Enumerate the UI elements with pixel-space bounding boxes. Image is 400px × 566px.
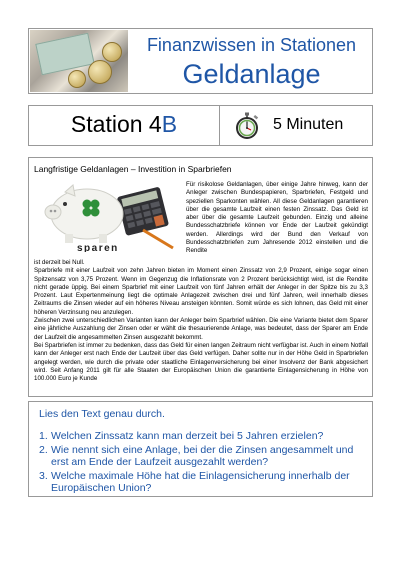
station-letter: B [161,111,178,137]
task-number: 2. [39,444,48,456]
article-paragraph: Sparbriefe mit einer Laufzeit von zehn Jahren bieten im Moment einen Zinssatz von 2,9 Prozent, einige sogar einen Spitzensatz von 3,75 Prozent. Wenn im Gegenzug die Inflationsrate von 2 Prozent berücksichtigt wird, ist die Rendite nicht gerade üppig. Bei einem Sparbrief mit einer Laufzeit von fünf Jahren erhält der Anleger in der Spitze bis zu 3,3 Prozent. Laut Expertenmeinung liegt die optimale Anlagezeit zwischen drei und fünf Jahren, weil innerhalb dieses Zeitraums die Zinsen wieder auf ein höheres Niveau ansteigen könnten. Somit würde es sich lohnen, das Geld mit einer höheren Verzinsung neu anzulegen. [34,267,368,316]
worksheet-header [28,28,373,94]
piggy-caption: sparen [77,243,119,252]
task-item [39,444,369,468]
article-intro: Für risikolose Geldanlagen, über einige Jahre hinweg, kann der Anleger zwischen Bundespapieren, Sparbriefen, Festgeld und speziellen Sparkonten wählen. All diese Geldanlagen garantieren über die gesamte Laufzeit einen festen Zinssatz. Das Geld ist aber über die gesamte Laufzeit gebunden. Einzig und alleine Bundesschatzbriefe können vor Ende der Laufzeit gekündigt werden. Allerdings wird der Bund den Verkauf von Bundesschatzbriefen zum Jahresende 2012 einstellen und die Rendite [186,181,368,255]
task-item [39,470,369,494]
article-body [34,259,368,383]
task-text: Welchen Zinssatz kann man derzeit bei 5 Jahren erzielen? [51,430,324,442]
coin-shape [88,60,112,84]
article-paragraph: ist derzeit bei Null. [34,259,85,266]
coin-shape [68,70,86,88]
piggy-bank-calculator-image [35,182,175,252]
divider [219,106,220,145]
task-item [39,430,369,442]
money-photo [30,30,128,92]
task-list [39,430,369,496]
station-label [29,111,219,138]
article-paragraph: Bei Sparbriefen ist immer zu bedenken, dass das Geld für einen langen Zeitraum nicht verfügbar ist. Auch in einem Notfall kann der Anleger erst nach Ende der Laufzeit über das Geld verfügen. Daher sollte nur in der Höhe Geld in Sparbriefen angelegt werden, wie durch die private oder staatliche Einlagenversicherung bei einer Insolvenz der Bank abgesichert wird. Seit Anfang 2011 gilt für alle Staaten der Europäischen Union die garantierte Einlagensicherung in Höhe von 100.000 Euro je Kunde [34,341,368,383]
coin-shape [102,42,122,62]
task-number: 1. [39,430,48,442]
banknote-shape [35,33,94,76]
article-title: Langfristige Geldanlagen – Investition in Sparbriefen [34,164,232,174]
article-box [28,157,373,397]
task-instruction: Lies den Text genau durch. [39,408,165,420]
task-text: Wie nennt sich eine Anlage, bei der die Zinsen angesammelt und erst am Ende der Laufzeit ausgezahlt werden? [51,444,354,468]
series-title: Finanzwissen in Stationen [146,35,357,55]
station-prefix: Station 4 [70,111,162,137]
stopwatch-icon [233,112,261,140]
station-bar [28,105,373,146]
article-paragraph: Zwischen zwei unterschiedlichen Varianten kann der Anleger beim Sparbrief wählen. Die eine Variante bietet dem Sparer eine jährliche Auszahlung der Zinsen oder er wählt die thesaurierende Anlage, was bedeutet, dass der Sparer am Ende der Laufzeit die angesammelten Zinsen ausgezahlt bekommt. [34,317,368,341]
topic-title: Geldanlage [182,59,321,89]
time-label: 5 Minuten [273,116,344,133]
task-number: 3. [39,470,48,482]
task-text: Welche maximale Höhe hat die Einlagensicherung innerhalb der Europäischen Union? [51,470,350,494]
task-box [28,401,373,497]
